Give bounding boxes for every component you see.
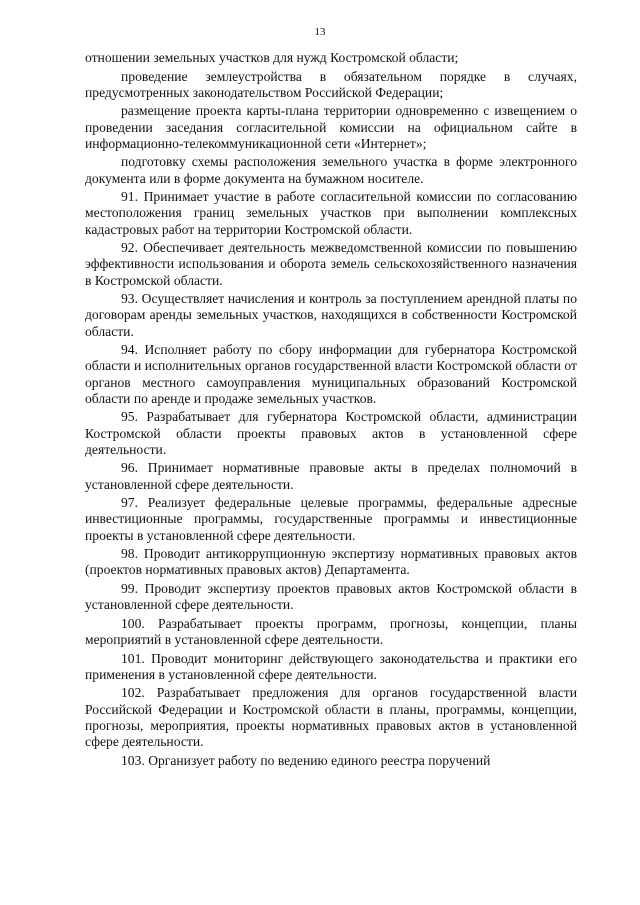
paragraph-item-91: 91. Принимает участие в работе согласительной комиссии по согласованию местоположения границ земельных участков при выполнении комплексных кадастровых работ на территории Костромской области. [85,189,577,237]
paragraph-item-103: 103. Организует работу по ведению единого реестра поручений [121,752,491,768]
paragraph-item-101: 101. Проводит мониторинг действующего законодательства и практики его применения в установленной сфере деятельности. [85,650,577,682]
paragraph-item-96: 96. Принимает нормативные правовые акты в пределах полномочий в установленной сфере деятельности. [85,460,577,492]
paragraph-item-99: 99. Проводит экспертизу проектов правовых актов Костромской области в установленной сфере деятельности. [85,580,577,613]
paragraph: отношении земельных участков для нужд Костромской области; [85,50,459,65]
paragraph-item-94: 94. Исполняет работу по сбору информации для губернатора Костромской области и исполнительных органов государственной власти Костромской области от органов местного самоуправления муниципальных образований Костромской области по аренде и продаже земельных участков. [85,342,577,406]
paragraph-item-95: 95. Разрабатывает для губернатора Костромской области, администрации Костромской области проекты правовых актов в установленной сфере деятельности. [85,409,577,457]
document-body [85,50,577,771]
paragraph-item-102: 102. Разрабатывает предложения для органов государственной власти Российской Федерации и Костромской области в планы, программы, концепции, прогнозы, мероприятия, проекты нормативных правовых актов в установленной сфере деятельности. [85,685,577,749]
paragraph: проведение землеустройства в обязательном порядке в случаях, предусмотренных законодательством Российской Федерации; [85,68,577,100]
paragraph: подготовку схемы расположения земельного участка в форме электронного документа или в форме документа на бумажном носителе. [85,154,577,186]
page-number: 13 [314,26,326,38]
paragraph-item-98: 98. Проводит антикоррупционную экспертизу нормативных правовых актов (проектов нормативных правовых актов) Департамента. [85,546,577,578]
paragraph-item-92: 92. Обеспечивает деятельность межведомственной комиссии по повышению эффективности использования и оборота земель сельскохозяйственного назначения в Костромской области. [85,240,577,288]
paragraph-item-97: 97. Реализует федеральные целевые программы, федеральные адресные инвестиционные программы, государственные программы и инвестиционные проекты в установленной сфере деятельности. [85,495,577,543]
paragraph-item-100: 100. Разрабатывает проекты программ, прогнозы, концепции, планы мероприятий в установленной сфере деятельности. [85,615,577,647]
paragraph-item-93: 93. Осуществляет начисления и контроль за поступлением арендной платы по договорам аренды земельных участков, находящихся в собственности Костромской области. [85,291,577,339]
paragraph: размещение проекта карты-плана территории одновременно с извещением о проведении заседания согласительной комиссии на официальном сайте в информационно-телекоммуникационной сети «Интернет»; [85,103,577,151]
